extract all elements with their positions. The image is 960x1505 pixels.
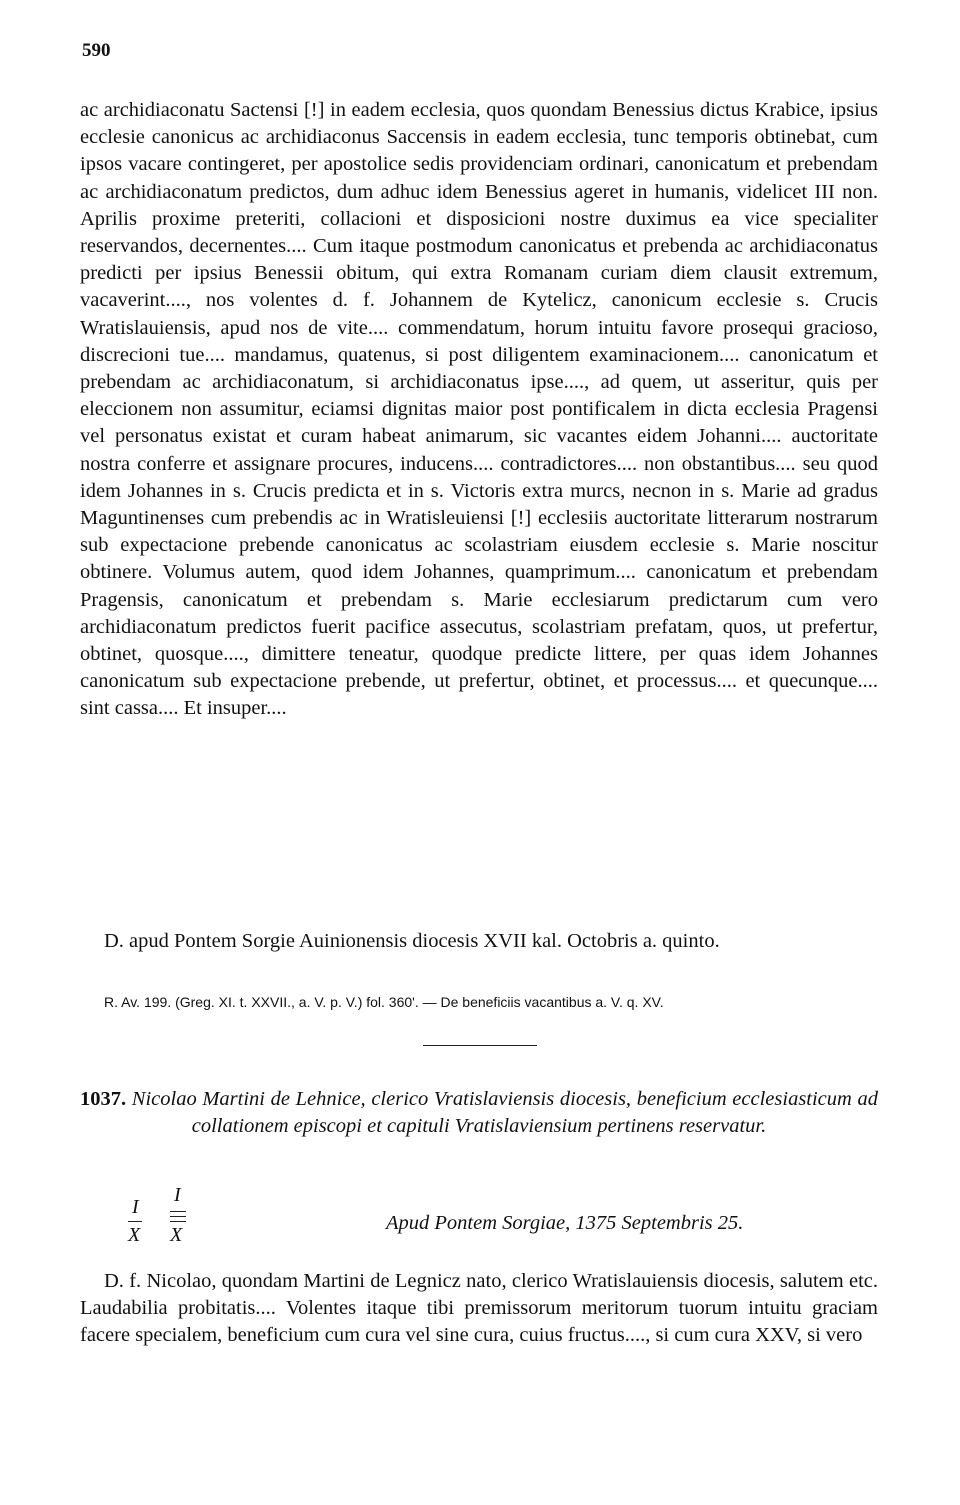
section-divider bbox=[423, 1045, 537, 1046]
document-heading bbox=[80, 1086, 878, 1140]
document-summary: Nicolao Martini de Lehnice, clerico Vratislaviensis diocesis, beneficium ecclesiasticum ad collationem episcopi et capituli Vratislaviensium pertinens reservatur. bbox=[131, 1088, 878, 1137]
fraction-right-bar bbox=[170, 1216, 186, 1217]
fraction-left-numerator: I bbox=[132, 1196, 139, 1218]
fraction-left-denominator: X bbox=[128, 1224, 141, 1246]
dating-clause: D. apud Pontem Sorgie Auinionensis diocesis XVII kal. Octobris a. quinto. bbox=[104, 930, 720, 952]
fraction-right-bar bbox=[170, 1221, 186, 1222]
fraction-right-numerator: I bbox=[174, 1184, 181, 1206]
document-number: 1037. bbox=[80, 1088, 127, 1110]
registry-fraction bbox=[126, 1184, 196, 1254]
place-and-date: Apud Pontem Sorgiae, 1375 Septembris 25. bbox=[386, 1212, 744, 1234]
fraction-right-denominator: X bbox=[170, 1224, 183, 1246]
document-body: D. f. Nicolao, quondam Martini de Legnicz nato, clerico Wratislauiensis diocesis, salutem etc. Laudabilia probitatis.... Volentes itaque tibi premissorum meritorum tuorum intuitu graciam facere specialem, beneficium cum cura vel sine cura, cuius fructus...., si cum cura XXV, si vero bbox=[80, 1270, 878, 1347]
fraction-left-bar bbox=[128, 1221, 142, 1222]
body-text-continued: ac archidiaconatu Sactensi [!] in eadem ecclesia, quos quondam Benessius dictus Krabice, ipsius ecclesie canonicus ac archidiaconus Saccensis in eadem ecclesia, tunc temporis obtinebat, cum ipsos vacare contingeret, per apostolice sedis providenciam ordinari, canonicatum et prebendam ac archidiaconatum predictos, dum adhuc idem Benessius ageret in humanis, videlicet III non. Aprilis proxime preteriti, collacioni et disposicioni nostre duximus ea vice specialiter reservandos, decernentes.... Cum itaque postmodum canonicatus et prebenda ac archidiaconatus predicti per ipsius Benessii obitum, qui extra Romanam curiam diem clausit extremum, vacaverint...., nos volentes d. f. Johannem de Kytelicz, canonicum ecclesie s. Crucis Wratislauiensis, apud nos de vite.... commendatum, horum intuitu favore prosequi gracioso, discrecioni tue.... mandamus, quatenus, si post diligentem examinacionem.... canonicatum et prebendam ac archidiaconatum, si archidiaconatus ipse...., ad quem, ut asseritur, quis per eleccionem non assumitur, eciamsi dignitas maior post pontificalem in dicta ecclesia Pragensi vel personatus existat et curam habeat animarum, sic vacantes eidem Johanni.... auctoritate nostra conferre et assignare procures, inducens.... contradictores.... non obstantibus.... seu quod idem Johannes in s. Crucis predicta et in s. Victoris extra murcs, necnon in s. Marie ad gradus Maguntinenses cum prebendis ac in Wratisleuiensi [!] ecclesiis auctoritate litterarum nostrarum sub expectacione prebende canonicatus ac scolastriam eiusdem ecclesie s. Marie noscitur obtinere. Volumus autem, quod idem Johannes, quamprimum.... canonicatum et prebendam Pragensis, canonicatum et prebendam s. Marie ecclesiarum predictarum cum vero archidiaconatum predictos fuerit pacifice assecutus, scolastriam prefatam, quos, ut prefertur, obtinet, quosque...., dimittere teneatur, quodque predicte littere, per quas idem Johannes canonicatum sub expectacione prebende, ut prefertur, obtinet, et processus.... et quecunque.... sint cassa.... Et insuper.... bbox=[80, 99, 878, 720]
archive-reference: R. Av. 199. (Greg. XI. t. XXVII., a. V. p. V.) fol. 360'. — De beneficiis vacantibus a. V. q. XV. bbox=[104, 994, 664, 1010]
fraction-right-bar bbox=[170, 1211, 186, 1212]
page-number: 590 bbox=[82, 40, 111, 61]
